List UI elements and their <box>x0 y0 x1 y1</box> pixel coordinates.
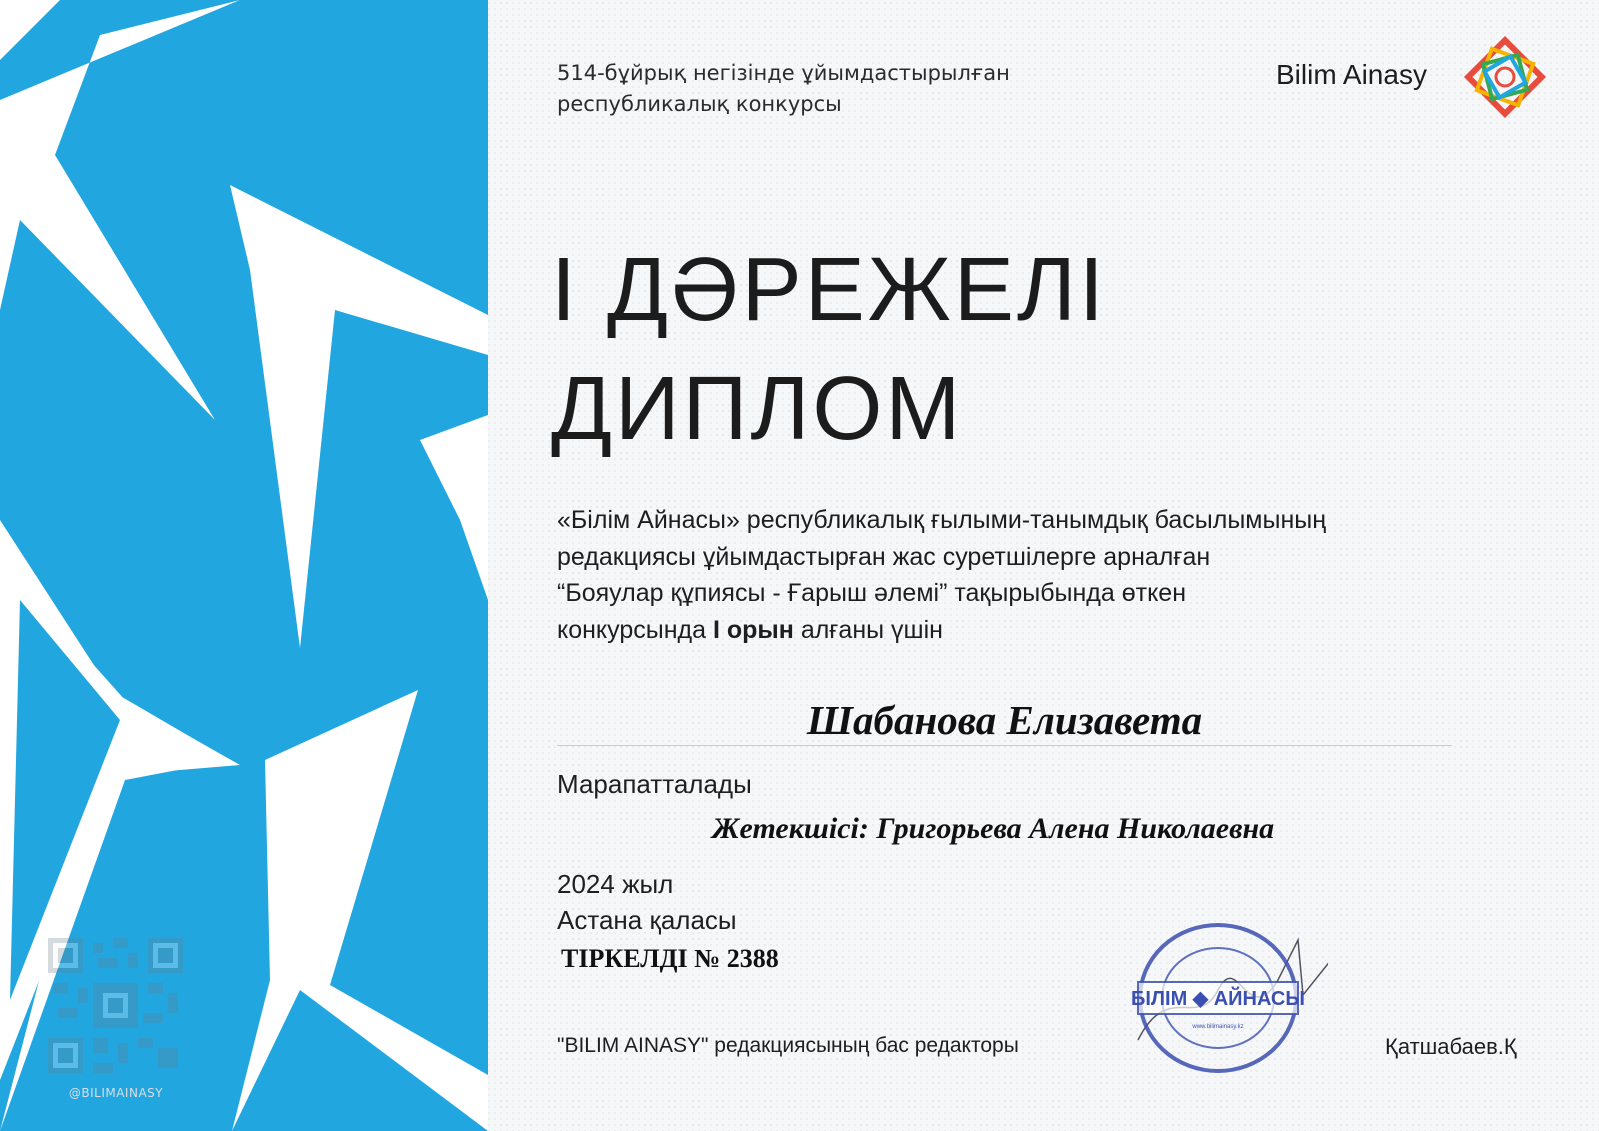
qr-handle-text: @BILIMAINASY <box>68 1086 164 1100</box>
diploma-title-degree: І ДӘРЕЖЕЛІ <box>551 240 1107 340</box>
description-line-4-start: конкурсында <box>557 616 713 644</box>
diploma-title: ДИПЛОМ <box>551 359 964 459</box>
supervisor-name: Жетекшісі: Григорьева Алена Николаевна <box>712 812 1275 845</box>
name-underline <box>557 745 1452 746</box>
header-line-1: 514-бұйрық негізінде ұйымдастырылған <box>557 61 1010 85</box>
awarded-label: Марапатталады <box>557 769 752 799</box>
qr-code-image <box>48 938 183 1073</box>
description-line-2: редакциясы ұйымдастырған жас суретшілерге арналған <box>557 543 1211 571</box>
editor-name: Қатшабаев.Қ <box>1385 1034 1517 1059</box>
registration-number: ТІРКЕЛДІ № 2388 <box>561 944 779 973</box>
editor-title: "BILIM AINASY" редакциясының бас редакторы <box>557 1034 1019 1057</box>
stamp-center-text: БІЛІМ ◆ АЙНАСЫ <box>1131 988 1305 1010</box>
official-stamp-seal <box>1128 920 1328 1080</box>
description-line-1: «Білім Айнасы» республикалық ғылыми-танымдық басылымының <box>557 506 1327 534</box>
place-emphasis: І орын <box>712 616 794 644</box>
year-label: 2024 жыл <box>557 869 674 899</box>
brand-name: Bilim Ainasy <box>1276 59 1427 90</box>
stamp-url: www.bilimainasy.kz <box>1192 1024 1244 1030</box>
description-line-4 <box>557 616 943 645</box>
header-line-2: республикалық конкурсы <box>557 92 842 116</box>
city-label: Астана қаласы <box>557 905 737 935</box>
description-line-4-end: алғаны үшін <box>793 616 943 644</box>
brand-logo-icon <box>1462 34 1548 120</box>
description-line-3: “Бояулар құпиясы - Ғарыш әлемі” тақырыбында өткен <box>557 579 1187 607</box>
recipient-name: Шабанова Елизавета <box>806 697 1203 743</box>
